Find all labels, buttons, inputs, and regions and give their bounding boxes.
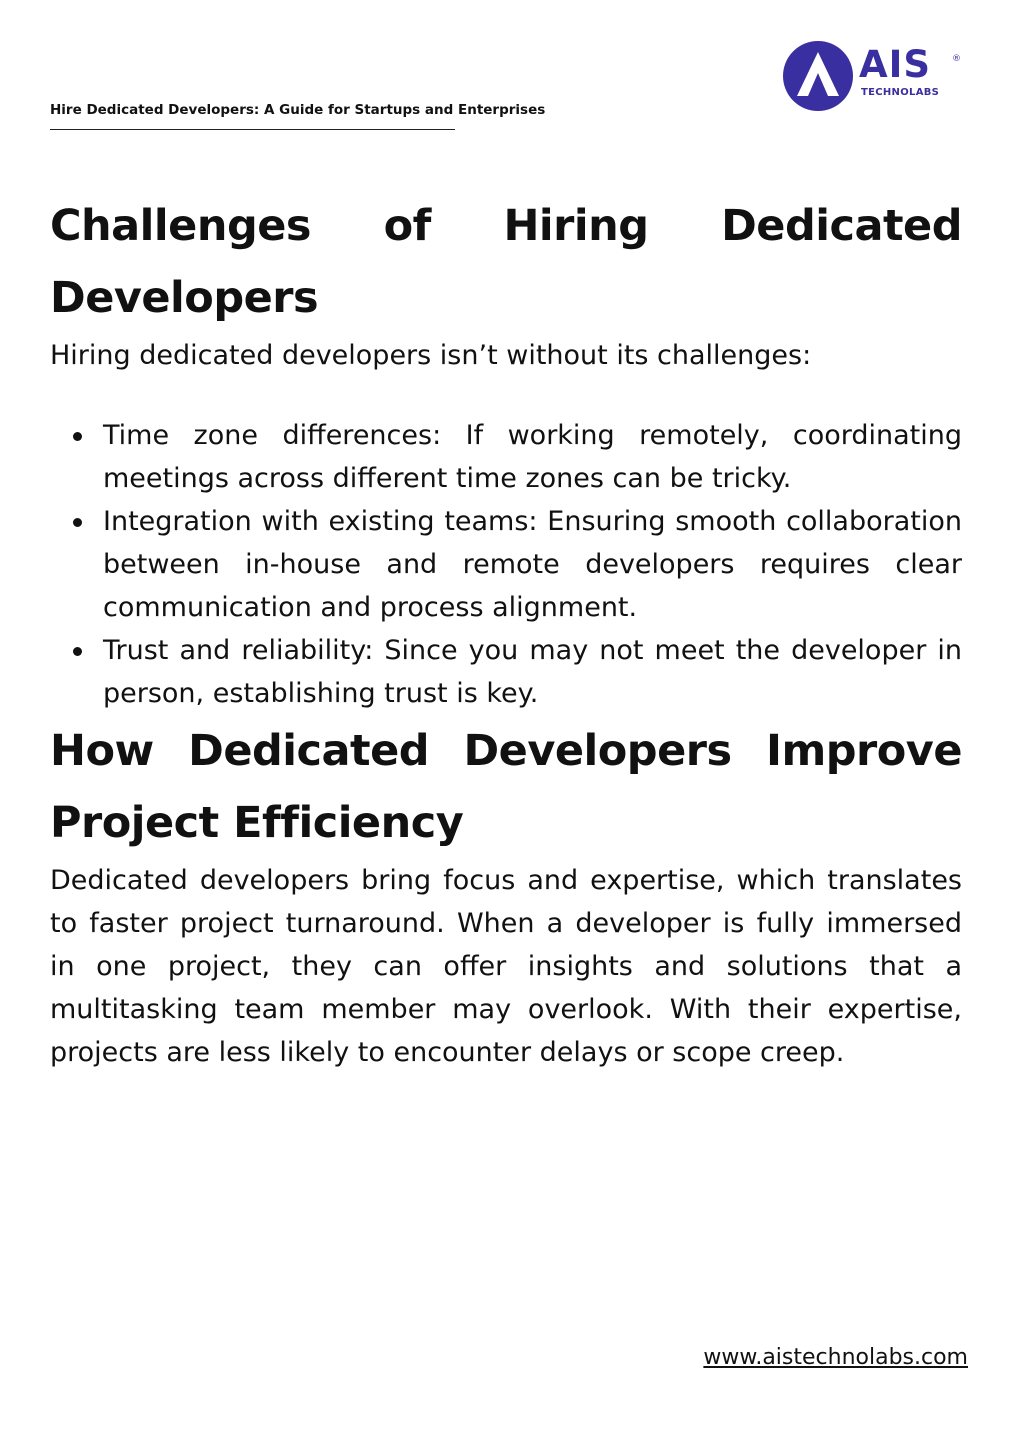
logo-subtext: TECHNOLABS: [861, 87, 940, 98]
ais-a-logo-icon: [782, 40, 854, 112]
bullet-icon: [73, 432, 82, 441]
registered-mark: ®: [952, 54, 961, 64]
website-link[interactable]: www.aistechnolabs.com: [703, 1345, 968, 1370]
list-item: [50, 414, 962, 500]
efficiency-body: Dedicated developers bring focus and expertise, which translates to faster project turnaround. When a developer is fully immersed in one project, they can offer insights and solutions that a multitasking team member may overlook. With their expertise, projects are less likely to encounter delays or scope creep.: [50, 865, 962, 1068]
challenges-heading: Challenges of Hiring Dedicated Developers: [50, 201, 962, 323]
efficiency-heading: How Dedicated Developers Improve Project Efficiency: [50, 726, 962, 848]
logo-wordmark: AIS: [859, 43, 932, 86]
challenges-intro: Hiring dedicated developers isn’t without its challenges:: [50, 340, 812, 371]
list-item-text: Integration with existing teams: Ensuring smooth collaboration between in-house and remote developers requires clear communication and process alignment.: [103, 506, 962, 623]
list-item-text: Time zone differences: If working remotely, coordinating meetings across different time zones can be tricky.: [103, 420, 962, 494]
bullet-icon: [73, 518, 82, 527]
document-body: [50, 190, 962, 1074]
list-item-text: Trust and reliability: Since you may not meet the developer in person, establishing trust is key.: [103, 635, 962, 709]
header-divider: [50, 129, 455, 130]
company-logo: [782, 40, 967, 112]
bullet-icon: [73, 647, 82, 656]
challenges-list: [50, 414, 962, 715]
list-item: [50, 500, 962, 629]
list-item: [50, 629, 962, 715]
document-header-title: Hire Dedicated Developers: A Guide for Startups and Enterprises: [50, 102, 546, 118]
